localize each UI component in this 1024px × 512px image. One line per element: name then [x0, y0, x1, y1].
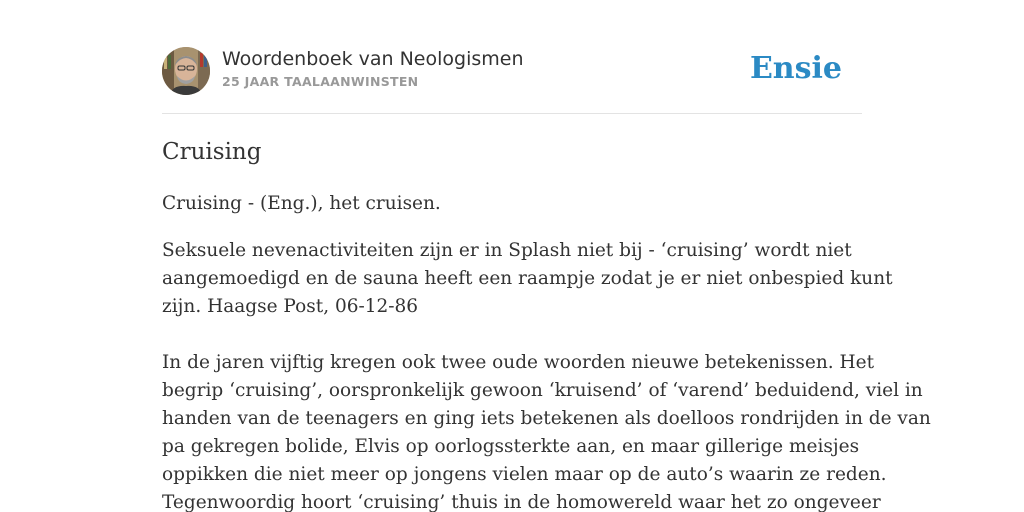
quote-line: Seksuele nevenactiviteiten zijn er in Splash niet bij - ‘cruising’ wordt niet — [162, 240, 852, 261]
body-line: In de jaren vijftig kregen ook twee oude woorden nieuwe betekenissen. Het — [162, 352, 875, 373]
site-subtitle: 25 JAAR TAALAANWINSTEN — [222, 74, 419, 89]
article-title: Cruising — [162, 139, 262, 165]
quote-line: zijn. Haagse Post, 06-12-86 — [162, 296, 419, 317]
site-title[interactable]: Woordenboek van Neologismen — [222, 48, 524, 70]
article-definition: Cruising - (Eng.), het cruisen. — [162, 193, 441, 214]
body-line: oppikken die niet meer op jongens vielen maar op de auto’s waarin ze reden. — [162, 464, 887, 485]
avatar-image — [162, 47, 210, 95]
header-divider — [162, 113, 862, 114]
body-line: Tegenwoordig hoort ‘cruising’ thuis in de homowereld waar het zo ongeveer — [162, 492, 881, 512]
quote-line: aangemoedigd en de sauna heeft een raampje zodat je er niet onbespied kunt — [162, 268, 893, 289]
article — [162, 136, 931, 512]
article-body — [162, 349, 931, 512]
body-line: handen van de teenagers en ging iets betekenen als doelloos rondrijden in de van — [162, 408, 931, 429]
body-line: pa gekregen bolide, Elvis op oorlogssterkte aan, en maar gillerige meisjes — [162, 436, 860, 457]
body-line: begrip ‘cruising’, oorspronkelijk gewoon ‘kruisend’ of ‘varend’ beduidend, viel in — [162, 380, 923, 401]
article-quote — [162, 237, 893, 321]
avatar[interactable] — [162, 47, 210, 95]
site-header — [162, 47, 862, 95]
brand-logo[interactable]: Ensie — [749, 51, 842, 86]
